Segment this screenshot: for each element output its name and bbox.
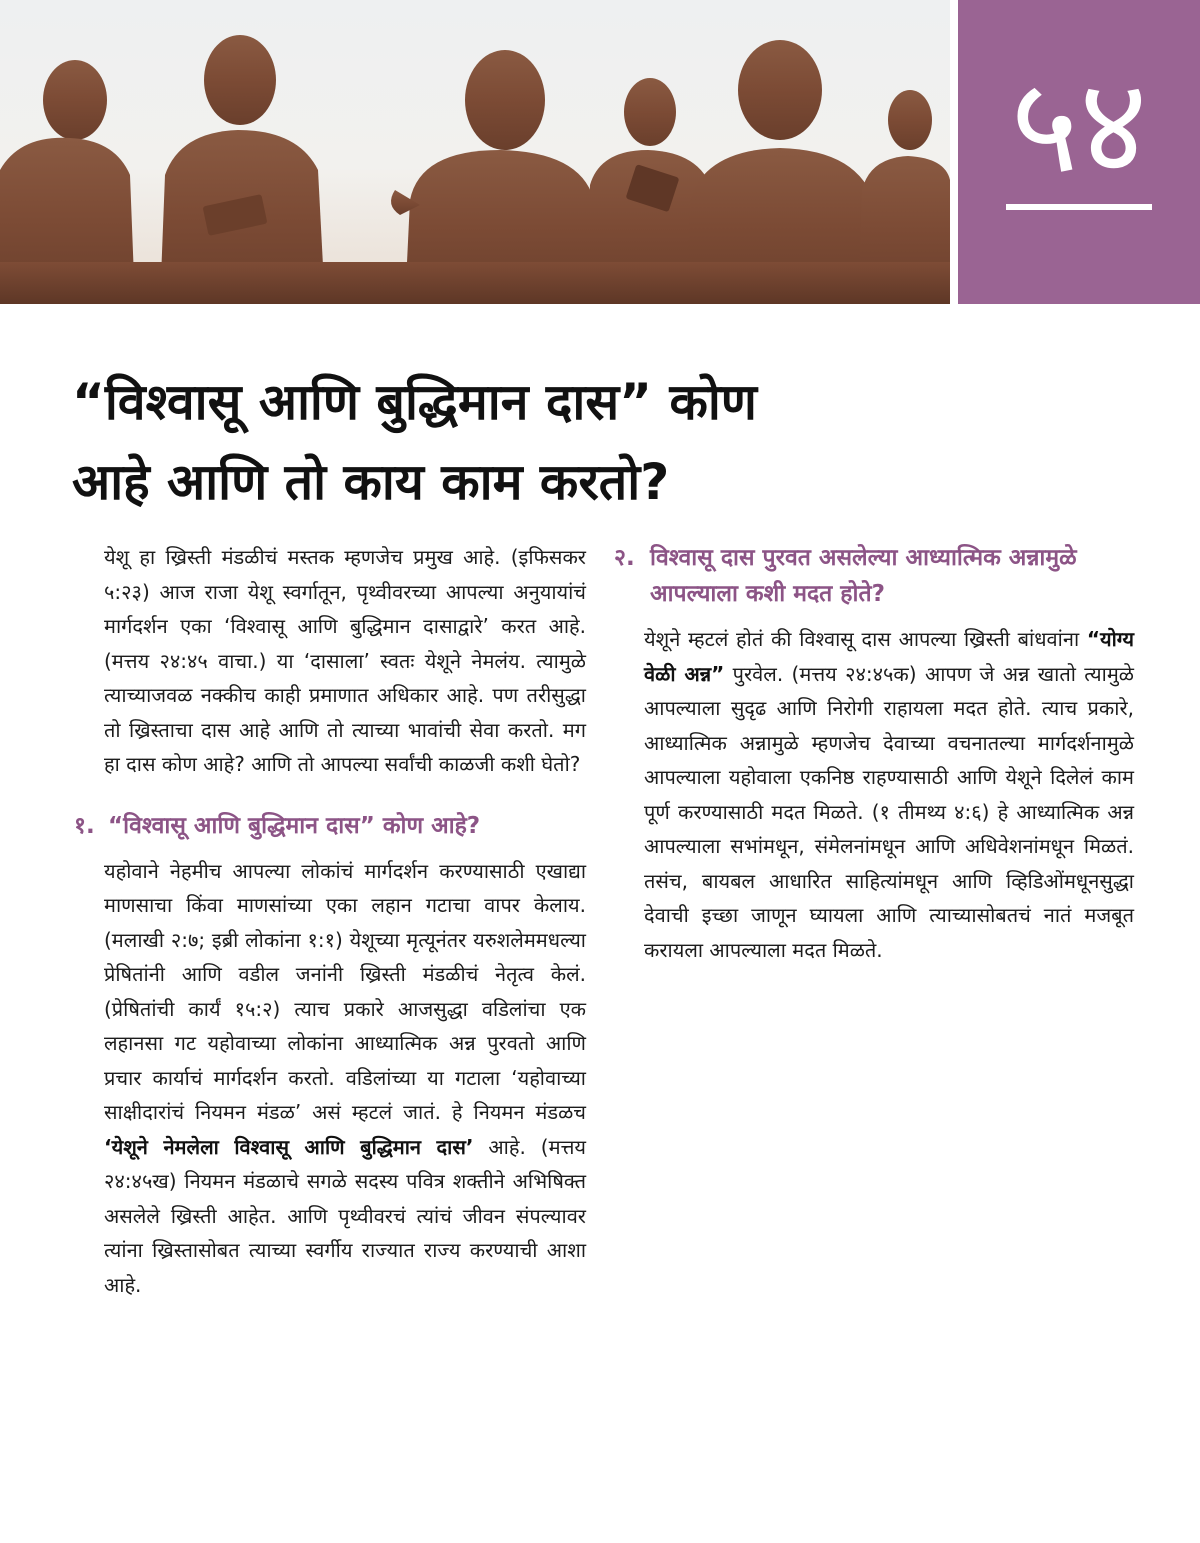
meeting-silhouette-image — [0, 0, 950, 304]
lesson-number-underline — [1006, 204, 1152, 210]
answer-emphasis: ‘येशूने नेमलेला विश्वासू आणि बुद्धिमान दास’ — [104, 1134, 474, 1159]
page-title — [72, 362, 932, 522]
question-heading-2 — [614, 540, 1134, 612]
lesson-number: ५४ — [1010, 49, 1148, 203]
answer-paragraph-2 — [614, 622, 1134, 967]
question-text: “विश्वासू आणि बुद्धिमान दास” कोण आहे? — [108, 812, 481, 839]
answer-emphasis: “योग्य वेळी अन्न” — [644, 627, 1134, 686]
answer-text: येशूने म्हटलं होतं की विश्वासू दास आपल्या ख्रिस्ती बांधवांना — [644, 627, 1087, 651]
answer-paragraph-1 — [74, 854, 586, 1303]
right-column — [614, 540, 1134, 967]
page-title-line-2: आहे आणि तो काय काम करतो? — [72, 453, 670, 511]
table-surface — [0, 262, 950, 304]
intro-paragraph: येशू हा ख्रिस्ती मंडळीचं मस्तक म्हणजेच प्रमुख आहे. (इफिसकर ५:२३) आज राजा येशू स्वर्गातून, पृथ्वीवरच्या आपल्या अनुयायांचं मार्गदर्शन एका ‘विश्वासू आणि बुद्धिमान दासाद्वारे’ करत आहे. (मत्तय २४:४५ वाचा.) या ‘दासाला’ स्वतः येशूने नेमलंय. त्यामुळे त्याच्याजवळ नक्कीच काही प्रमाणात अधिकार आहे. पण तरीसुद्धा तो ख्रिस्ताचा दास आहे आणि तो त्याच्या भावांची सेवा करतो. मग हा दास कोण आहे? आणि तो आपल्या सर्वांची काळजी कशी घेतो? — [104, 545, 586, 776]
answer-text: यहोवाने नेहमीच आपल्या लोकांचं मार्गदर्शन करण्यासाठी एखाद्या माणसाचा किंवा माणसांच्या एका लहान गटाचा वापर केलाय. (मलाखी २:७; इब्री लोकांना १:१) येशूच्या मृत्यूनंतर यरुशलेममधल्या प्रेषितांनी आणि वडील जनांनी ख्रिस्ती मंडळीचं नेतृत्व केलं. (प्रेषितांची कार्यं १५:२) त्याच प्रकारे आजसुद्धा वडिलांचा एक लहानसा गट यहोवाच्या लोकांना आध्यात्मिक अन्न पुरवतो आणि प्रचार कार्याचं मार्गदर्शन करतो. वडिलांच्या या गटाला ‘यहोवाच्या साक्षीदारांचं नियमन मंडळ’ असं म्हटलं जातं. हे नियमन मंडळच — [104, 858, 586, 1124]
lesson-number-box — [958, 0, 1200, 304]
page-title-line-1: “विश्वासू आणि बुद्धिमान दास” कोण — [72, 373, 757, 431]
answer-text: पुरवेल. (मत्तय २४:४५क) आपण जे अन्न खातो त्यामुळे आपल्याला सुदृढ आणि निरोगी राहायला मदत होते. त्याच प्रकारे, आध्यात्मिक अन्नामुळे म्हणजेच देवाच्या वचनातल्या मार्गदर्शनामुळे आपल्याला यहोवाला एकनिष्ठ राहण्यासाठी आणि येशूने दिलेलं काम पूर्ण करण्यासाठी मदत मिळते. (१ तीमथ्य ४:६) हे आध्यात्मिक अन्न आपल्याला सभांमधून, संमेलनांमधून आणि अधिवेशनांमधून मिळतं. तसंच, बायबल आधारित साहित्यांमधून आणि व्हिडिओंमधूनसुद्धा देवाची इच्छा जाणून घ्यायला आणि त्याच्यासोबतचं नातं मजबूत करायला आपल्याला मदत मिळते. — [644, 661, 1134, 962]
question-heading-1 — [74, 808, 586, 844]
left-column — [74, 540, 586, 1302]
question-number: १. — [74, 812, 95, 839]
question-number: २. — [614, 545, 635, 571]
question-text: विश्वासू दास पुरवत असलेल्या आध्यात्मिक अन्नामुळे आपल्याला कशी मदत होते? — [650, 545, 1077, 607]
header-illustration — [0, 0, 950, 304]
answer-text: आहे. (मत्तय २४:४५ख) नियमन मंडळाचे सगळे सदस्य पवित्र शक्तीने अभिषिक्त असलेले ख्रिस्ती आहेत. आणि पृथ्वीवरचं त्यांचं जीवन संपल्यावर त्यांना ख्रिस्तासोबत त्याच्या स्वर्गीय राज्यात राज्य करण्याची आशा आहे. — [104, 1134, 586, 1297]
